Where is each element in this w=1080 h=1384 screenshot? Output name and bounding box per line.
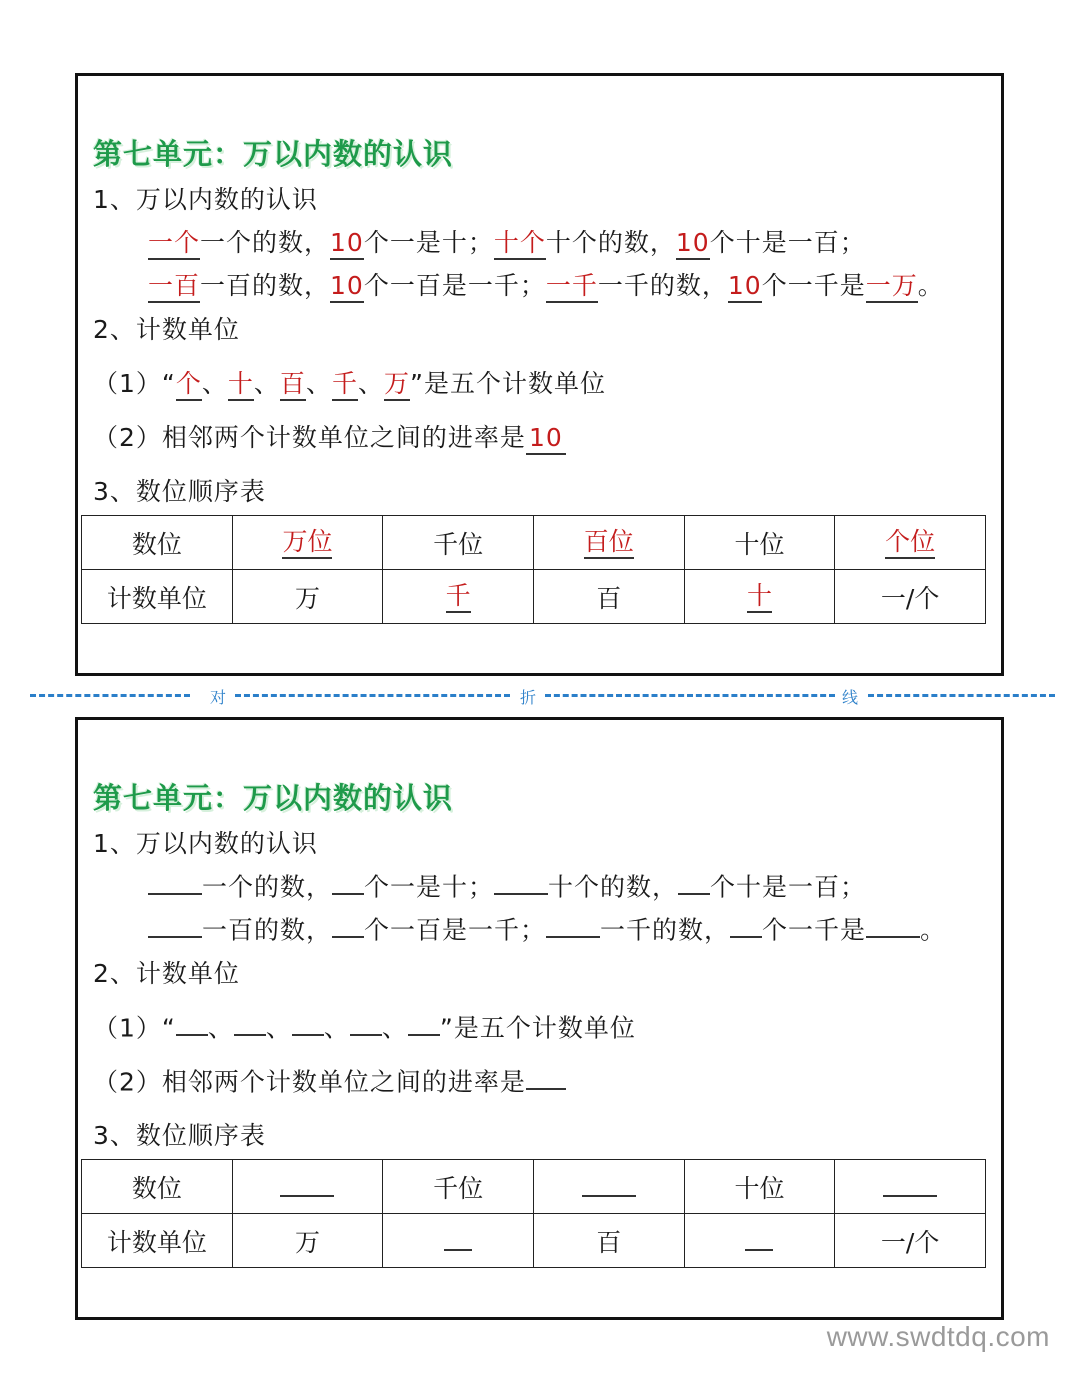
unit-title: 第七单元：万以内数的认识 [93,781,454,815]
blank[interactable] [350,1008,382,1036]
section1-row2-blank [148,910,946,946]
table-cell [383,570,534,624]
table-cell: 十位 [684,1160,835,1214]
row-text: 个一千是 [762,915,867,945]
item-prefix: （2）相邻两个计数单位之间的进率是 [93,1067,526,1097]
table-row [82,1160,986,1214]
table-cell: 计数单位 [82,1214,233,1268]
table-cell [835,1160,986,1214]
separator: 、 [265,1013,292,1043]
blank-card [75,717,1004,1320]
row-text: 一千的数， [600,915,731,945]
item-prefix: （2）相邻两个计数单位之间的进率是 [93,423,526,452]
section1-row2 [148,266,944,303]
ratio-answer: 10 [526,424,566,455]
table-cell: 数位 [82,1160,233,1214]
section1-heading: 1、万以内数的认识 [93,829,318,858]
cell-answer: 十 [747,581,772,613]
answer-text: 10 [330,229,364,260]
row-text: 一百的数， [202,915,333,945]
blank[interactable] [546,910,600,938]
unit-title: 第七单元：万以内数的认识 [93,137,454,171]
blank[interactable] [444,1225,472,1251]
answer-text: 10 [330,272,364,303]
blank[interactable] [332,867,364,895]
separator: 、 [201,369,228,398]
blank[interactable] [234,1008,266,1036]
separator: 、 [207,1013,234,1043]
item-prefix: （1）“ [93,369,176,398]
row-text: 十个的数， [545,228,676,257]
separator: 、 [381,1013,408,1043]
section2-item2 [93,418,566,455]
table-row [82,516,986,570]
blank[interactable] [176,1008,208,1036]
row-text: 十个的数， [548,872,679,902]
answer-text: 一万 [866,272,918,303]
section2-heading: 2、计数单位 [93,315,240,344]
item-suffix: ”是五个计数单位 [439,1013,636,1043]
section1-heading: 1、万以内数的认识 [93,185,318,214]
dash-segment [30,694,190,697]
unit-answer: 个 [176,370,202,401]
separator: 、 [305,369,332,398]
table-cell [684,570,835,624]
table-cell [533,516,684,570]
table-cell: 千位 [383,516,534,570]
table-cell: 万 [232,570,383,624]
dash-segment [868,694,1055,697]
answer-card [75,73,1004,676]
fold-label: 线 [842,688,859,707]
separator: 、 [357,369,384,398]
blank[interactable] [745,1225,773,1251]
unit-answer: 百 [280,370,306,401]
answer-text: 10 [676,229,710,260]
unit-answer: 万 [384,370,410,401]
dash-segment [545,694,835,697]
blank[interactable] [280,1171,334,1197]
blank[interactable] [866,910,920,938]
section2-item1-blank [93,1008,636,1044]
unit-answer: 千 [332,370,358,401]
blank[interactable] [582,1171,636,1197]
table-row [82,1214,986,1268]
blank[interactable] [883,1171,937,1197]
row-text: 个一百是一千； [363,271,546,300]
table-cell: 百 [533,1214,684,1268]
blank[interactable] [148,867,202,895]
fold-label: 对 [210,688,227,707]
row-text: 一个的数， [202,872,333,902]
table-cell: 计数单位 [82,570,233,624]
place-value-table [81,515,986,624]
row-text: 个十是一百； [709,228,866,257]
cell-answer: 千 [446,581,471,613]
item-suffix: ”是五个计数单位 [410,369,606,398]
section3-heading: 3、数位顺序表 [93,1121,266,1150]
blank[interactable] [408,1008,440,1036]
row-text: 个一是十； [364,872,495,902]
item-prefix: （1）“ [93,1013,176,1043]
cell-answer: 个位 [885,527,935,559]
section1-row1 [148,223,866,260]
answer-text: 一个 [148,229,200,260]
row-text: 。 [917,271,944,300]
watermark-text: www.swdtdq.com [826,1321,1050,1352]
table-cell: 百 [533,570,684,624]
separator: 、 [323,1013,350,1043]
table-cell: 万 [232,1214,383,1268]
blank[interactable] [526,1062,566,1090]
answer-text: 一千 [546,272,598,303]
unit-answer: 十 [228,370,254,401]
fold-label: 折 [520,688,537,707]
table-cell [232,1160,383,1214]
table-cell [383,1214,534,1268]
blank[interactable] [678,867,710,895]
table-cell [835,516,986,570]
row-text: 一千的数， [597,271,728,300]
table-cell: 十位 [684,516,835,570]
blank[interactable] [292,1008,324,1036]
table-cell: 千位 [383,1160,534,1214]
row-text: 个十是一百； [710,872,867,902]
cell-answer: 万位 [282,527,332,559]
table-row [82,570,986,624]
section2-item2-blank [93,1062,566,1098]
separator: 、 [253,369,280,398]
section2-heading: 2、计数单位 [93,959,240,988]
answer-text: 十个 [494,229,546,260]
table-cell: 数位 [82,516,233,570]
table-cell [232,516,383,570]
place-value-table-blank [81,1159,986,1268]
answer-text: 10 [728,272,762,303]
table-cell: 一/个 [835,570,986,624]
fold-line [30,684,1055,706]
table-cell [533,1160,684,1214]
blank[interactable] [332,910,364,938]
section2-item1 [93,364,606,401]
cell-answer: 百位 [584,527,634,559]
blank[interactable] [730,910,762,938]
row-text: 一百的数， [200,271,331,300]
section3-heading: 3、数位顺序表 [93,477,266,506]
row-text: 。 [920,915,947,945]
row-text: 个一百是一千； [364,915,547,945]
row-text: 个一是十； [363,228,494,257]
table-cell [684,1214,835,1268]
row-text: 个一千是 [761,271,866,300]
table-cell: 一/个 [835,1214,986,1268]
row-text: 一个的数， [200,228,331,257]
answer-text: 一百 [148,272,200,303]
section1-row1-blank [148,867,866,903]
blank[interactable] [494,867,548,895]
blank[interactable] [148,910,202,938]
dash-segment [235,694,510,697]
